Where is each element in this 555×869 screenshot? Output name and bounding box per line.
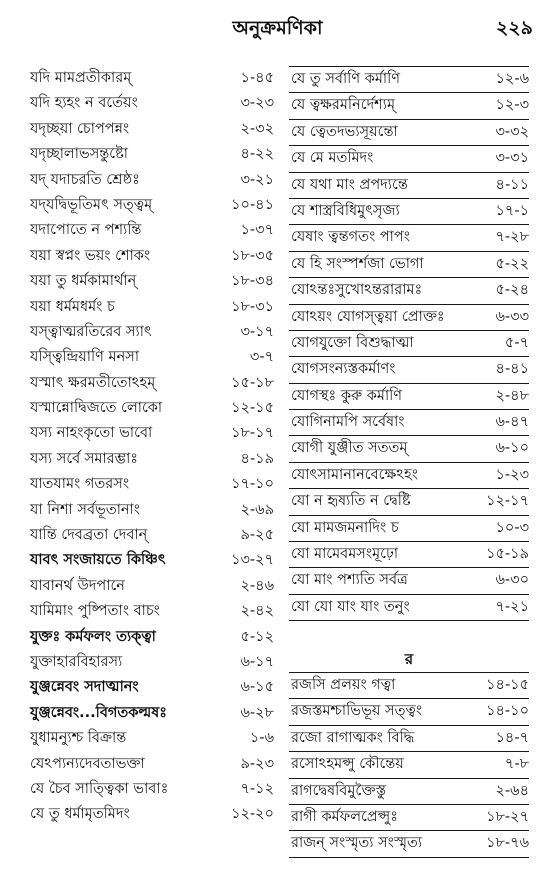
index-entry <box>289 726 529 752</box>
index-entry <box>28 345 274 370</box>
verse-first-line: রজসি প্রলয়ং গত্বা <box>291 676 396 693</box>
verse-first-line: যুঞ্জন্নেবং...বিগতকল্মষঃ <box>30 704 167 721</box>
index-entry <box>289 410 529 436</box>
index-entry <box>289 489 529 515</box>
chapter-verse-reference: ১৩-২৭ <box>231 552 274 569</box>
index-entry <box>289 595 529 621</box>
verse-first-line: যস্মান্নোদ্বিজতে লোকো <box>30 400 163 417</box>
verse-first-line: যাতযামং গতরসং <box>30 476 130 493</box>
index-entry <box>289 331 529 357</box>
verse-first-line: যোগস্থঃ কুরু কর্মাণি <box>291 387 403 404</box>
verse-first-line: যুধামন্যুশ্চ বিক্রান্ত <box>30 730 127 747</box>
index-entry <box>28 523 274 548</box>
index-entry <box>28 396 274 421</box>
verse-first-line: রাগদ্বেষবিমুক্তৈস্তু <box>291 782 386 799</box>
chapter-verse-reference: ১৪-১৫ <box>486 676 529 693</box>
verse-first-line: যামিমাং পুষ্পিতাং বাচং <box>30 603 160 620</box>
verse-first-line: যো যো যাং যাং তনুং <box>291 598 410 615</box>
verse-first-line: যয়া স্বপ্নং ভয়ং শোকং <box>30 247 151 264</box>
verse-first-line: রজো রাগাত্মকং বিদ্ধি <box>291 729 415 746</box>
verse-first-line: রাগী কর্মফলপ্রেপ্সুঃ <box>291 808 398 825</box>
verse-first-line: যয়া ধর্মমধর্মং চ <box>30 298 115 315</box>
verse-first-line: যেষাং ত্বন্তগতং পাপং <box>291 229 410 246</box>
index-entry <box>289 225 529 251</box>
verse-first-line: যস্ত্বাত্মরতিরেব স্যাৎ <box>30 323 152 340</box>
chapter-verse-reference: ২-৩২ <box>240 120 274 137</box>
verse-first-line: যদৃচ্ছয়া চোপপন্নং <box>30 120 130 137</box>
chapter-verse-reference: ৫-২৪ <box>495 282 529 299</box>
verse-first-line: যা নিশা সর্বভূতানাং <box>30 501 141 518</box>
verse-first-line: যদ্‌ যদাচরতি শ্রেষ্ঠঃ <box>30 171 140 188</box>
verse-first-line: যয়া তু ধর্মকামার্থান্ <box>30 273 137 290</box>
chapter-verse-reference: ৭-২৮ <box>495 229 529 246</box>
index-entry <box>289 568 529 594</box>
chapter-verse-reference: ১৮-৩৫ <box>231 247 274 264</box>
index-entry <box>289 173 529 199</box>
chapter-verse-reference: ৫-১২ <box>240 628 274 645</box>
verse-first-line: যে মে মতমিদং <box>291 150 374 167</box>
verse-first-line: যেঽপ্যন্যদেবতাভক্তা <box>30 755 145 772</box>
index-entry <box>28 599 274 624</box>
index-entry <box>28 371 274 396</box>
chapter-verse-reference: ৩-৩২ <box>495 123 529 140</box>
verse-first-line: যে যথা মাং প্রপদ্যন্তে <box>291 176 408 193</box>
index-entry <box>289 463 529 489</box>
chapter-verse-reference: ৪-১৯ <box>240 450 274 467</box>
index-entry <box>289 542 529 568</box>
index-entry <box>289 93 529 119</box>
index-column-right <box>289 66 529 858</box>
chapter-verse-reference: ৬-২৮ <box>240 704 274 721</box>
index-entry <box>28 447 274 472</box>
index-entry <box>28 675 274 700</box>
verse-first-line: যোগযুক্তো বিশুদ্ধাত্মা <box>291 334 414 351</box>
index-entry <box>28 218 274 243</box>
verse-first-line: যাবৎ সংজায়তে কিঞ্চিৎ <box>30 552 166 569</box>
index-entry <box>289 831 529 857</box>
index-entry <box>289 779 529 805</box>
verse-first-line: যান্তি দেবব্রতা দেবান্ <box>30 527 148 544</box>
chapter-verse-reference: ১-২৩ <box>495 466 529 483</box>
verse-first-line: যোঽয়ং যোগস্ত্বয়া প্রোক্তঃ <box>291 308 445 325</box>
chapter-verse-reference: ১-৬ <box>249 730 274 747</box>
chapter-verse-reference: ১০-৩ <box>495 519 529 536</box>
index-entry <box>289 199 529 225</box>
chapter-verse-reference: ১৭-১ <box>495 202 529 219</box>
index-entry <box>289 384 529 410</box>
chapter-verse-reference: ৪-৪১ <box>495 361 529 378</box>
verse-first-line: যদৃচ্ছালাভসন্তুষ্টো <box>30 146 129 163</box>
index-entry <box>28 295 274 320</box>
chapter-verse-reference: ৭-৮ <box>504 756 529 773</box>
index-column-left <box>28 66 274 828</box>
verse-first-line: যো মামেবমসংমূঢ়ো <box>291 546 399 563</box>
chapter-verse-reference: ৩-৩১ <box>495 150 529 167</box>
verse-first-line: যস্ত্বিন্দ্রিয়াণি মনসা <box>30 349 140 366</box>
verse-first-line: যুক্তাহারবিহারস্য <box>30 653 123 670</box>
verse-first-line: যদ্‌যদ্বিভূতিমৎ সত্ত্বম্ <box>30 196 153 213</box>
index-entry <box>28 421 274 446</box>
chapter-verse-reference: ১২-১৫ <box>231 400 274 417</box>
verse-first-line: রজস্তমশ্চাভিভূয় সত্ত্বং <box>291 703 423 720</box>
index-entry <box>289 436 529 462</box>
index-entry <box>28 498 274 523</box>
index-entry <box>28 244 274 269</box>
chapter-verse-reference: ২-৪২ <box>240 603 274 620</box>
page-number: ২২৯ <box>495 17 533 39</box>
chapter-verse-reference: ১৪-১০ <box>486 703 529 720</box>
index-entry <box>289 516 529 542</box>
index-entry <box>28 802 274 827</box>
chapter-verse-reference: ৪-১১ <box>495 176 529 193</box>
verse-first-line: যুঞ্জন্নেবং সদাত্মানং <box>30 679 139 696</box>
chapter-verse-reference: ১২-১৭ <box>486 493 529 510</box>
verse-first-line: যস্য সর্বে সমারম্ভাঃ <box>30 450 139 467</box>
chapter-verse-reference: ৬-৪৭ <box>495 414 529 431</box>
verse-first-line: যো মাং পশ্যতি সর্বত্র <box>291 572 408 589</box>
index-entry <box>28 91 274 116</box>
index-entry <box>28 625 274 650</box>
index-entry <box>28 320 274 345</box>
index-entry <box>28 726 274 751</box>
chapter-verse-reference: ১৭-১০ <box>231 476 274 493</box>
chapter-verse-reference: ৭-২১ <box>495 598 529 615</box>
chapter-verse-reference: ১০-৪১ <box>231 196 274 213</box>
index-entry <box>289 146 529 172</box>
verse-first-line: রাজন্ সংস্মৃত্য সংস্মৃত্য <box>291 835 423 852</box>
chapter-verse-reference: ১৫-১৮ <box>231 374 274 391</box>
section-gap <box>289 621 529 646</box>
verse-first-line: যো ন হৃষ্যতি ন দ্বেষ্টি <box>291 493 411 510</box>
index-entry <box>289 752 529 778</box>
chapter-verse-reference: ৫-২২ <box>495 255 529 272</box>
chapter-verse-reference: ২-৬৯ <box>240 501 274 518</box>
verse-first-line: যোৎসামানানবেক্ষেঽহং <box>291 466 418 483</box>
index-entry <box>28 701 274 726</box>
verse-first-line: যে তু ধর্মামৃতমিদং <box>30 806 130 823</box>
chapter-verse-reference: ১২-৬ <box>495 71 529 87</box>
index-entry <box>28 142 274 167</box>
verse-first-line: যে ত্বক্ষরমনির্দেশ্যম্ <box>291 97 396 114</box>
verse-first-line: যদি মামপ্রতীকারম্ <box>30 70 132 86</box>
index-entry <box>289 66 529 93</box>
verse-first-line: যোগী যুঞ্জীত সততম্ <box>291 440 408 457</box>
verse-first-line: যোঽন্তঃসুখোঽন্তরারামঃ <box>291 282 423 299</box>
index-entry <box>289 252 529 278</box>
chapter-verse-reference: ১-৪৫ <box>240 70 274 86</box>
index-entry <box>28 66 274 91</box>
verse-first-line: যস্য নাহংকৃতো ভাবো <box>30 425 153 442</box>
index-entry <box>28 269 274 294</box>
chapter-verse-reference: ১৫-১৯ <box>486 546 529 563</box>
verse-first-line: রসোঽহমপ্সু কৌন্তেয় <box>291 756 404 773</box>
chapter-verse-reference: ৯-২৩ <box>240 755 274 772</box>
index-entry <box>289 357 529 383</box>
chapter-verse-reference: ২-৬৪ <box>495 782 529 799</box>
index-entry <box>28 472 274 497</box>
chapter-verse-reference: ১-৩৭ <box>240 222 274 239</box>
page-header <box>0 10 555 46</box>
chapter-verse-reference: ৬-১৫ <box>240 679 274 696</box>
chapter-verse-reference: ৬-৩৩ <box>495 308 529 325</box>
section-heading-letter: র <box>404 649 414 668</box>
chapter-verse-reference: ১৮-২৭ <box>486 808 529 825</box>
index-entry <box>28 752 274 777</box>
verse-first-line: যে শাস্ত্রবিধিমুৎসৃজ্য <box>291 202 400 219</box>
chapter-verse-reference: ৪-২২ <box>240 146 274 163</box>
index-entry <box>289 120 529 146</box>
index-entry <box>28 193 274 218</box>
verse-first-line: যো মামজমনাদিং চ <box>291 519 399 536</box>
verse-first-line: যে হি সংস্পর্শজা ভোগা <box>291 255 424 272</box>
chapter-verse-reference: ৩-১৭ <box>240 323 274 340</box>
chapter-verse-reference: ২-৪৬ <box>240 577 274 594</box>
verse-first-line: যদাপোতে ন পশ্যন্তি <box>30 222 142 239</box>
index-entry <box>28 548 274 573</box>
verse-first-line: যাবানর্থ উদপানে <box>30 577 125 594</box>
index-entry <box>28 117 274 142</box>
chapter-verse-reference: ৩-২৩ <box>240 95 274 112</box>
index-entry <box>289 699 529 725</box>
chapter-verse-reference: ৬-১০ <box>495 440 529 457</box>
verse-first-line: যোগিনামপি সর্বেষাং <box>291 414 405 431</box>
index-entry <box>289 305 529 331</box>
verse-first-line: যে তু সর্বাণি কর্মাণি <box>291 71 401 87</box>
chapter-verse-reference: ৩-৭ <box>249 349 274 366</box>
chapter-verse-reference: ১২-২০ <box>231 806 274 823</box>
index-entry <box>289 278 529 304</box>
verse-first-line: যদি হ্যহং ন বর্তেয়ং <box>30 95 138 112</box>
index-entry <box>28 574 274 599</box>
page-title: অনুক্রমণিকা <box>232 17 323 39</box>
verse-first-line: যুক্তঃ কর্মফলং ত্যক্ত্বা <box>30 628 156 645</box>
chapter-verse-reference: ১৮-৩১ <box>231 298 274 315</box>
chapter-verse-reference: ৫-৭ <box>504 334 529 351</box>
chapter-verse-reference: ১৮-৭৬ <box>486 835 529 852</box>
chapter-verse-reference: ৩-২১ <box>240 171 274 188</box>
chapter-verse-reference: ৬-৩০ <box>495 572 529 589</box>
index-entry <box>289 805 529 831</box>
verse-first-line: যে ত্বেতদভ্যসূয়ন্তো <box>291 123 398 140</box>
chapter-verse-reference: ৬-১৭ <box>240 653 274 670</box>
verse-first-line: যোগসংন্যস্তকর্মাণং <box>291 361 396 378</box>
index-entry <box>289 672 529 699</box>
chapter-verse-reference: ১৮-৩৪ <box>231 273 274 290</box>
index-entry <box>28 650 274 675</box>
chapter-verse-reference: ৭-১২ <box>240 780 274 797</box>
chapter-verse-reference: ২-৪৮ <box>495 387 529 404</box>
chapter-verse-reference: ১৪-৭ <box>495 729 529 746</box>
chapter-verse-reference: ১২-৩ <box>495 97 529 114</box>
chapter-verse-reference: ৯-২৫ <box>240 527 274 544</box>
index-entry <box>28 168 274 193</box>
verse-first-line: যস্মাৎ ক্ষরমতীতোঽহম্ <box>30 374 156 391</box>
chapter-verse-reference: ১৮-১৭ <box>231 425 274 442</box>
index-entry <box>28 777 274 802</box>
verse-first-line: যে চৈব সাত্ত্বিকা ভাবাঃ <box>30 780 169 797</box>
